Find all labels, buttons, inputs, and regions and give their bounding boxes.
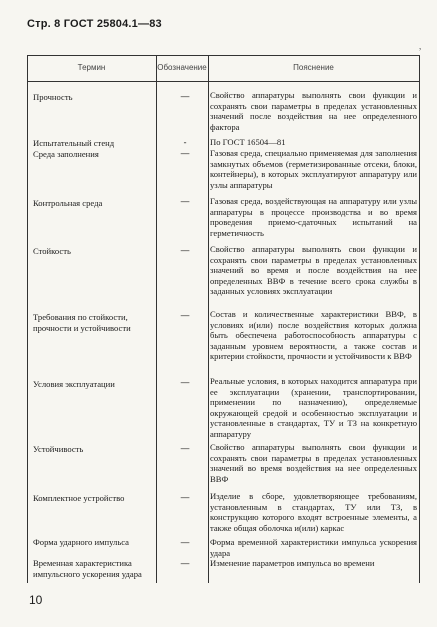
term-cell: Стойкость [33, 246, 71, 256]
term-cell: Комплектное устройство [33, 493, 125, 503]
symbol-cell: — [180, 196, 190, 206]
symbol-cell: — [180, 148, 190, 158]
description-cell: Реальные условия, в которых находится аппаратура при ее эксплуатации (хранении, транспортировании, применении по назначению), определяемые окружающей средой и особенностью эксплуатации и установленные в стандартах, ТУ и ТЗ на конкретную аппаратуру [210, 376, 417, 439]
table-right-rule [419, 55, 420, 583]
edge-mark: , [419, 41, 422, 51]
header-description: Пояснение [293, 63, 334, 72]
description-cell: Газовая среда, специально применяемая для заполнения замкнутых объемов (герметизированные отсеки, блоки, контейнеры), в которых эксплуатируют аппаратуру или узлы аппаратуры [210, 148, 417, 190]
header-symbol: Обозначение [157, 63, 207, 72]
symbol-cell: - [183, 137, 187, 147]
description-cell: Газовая среда, воздействующая на аппаратуру или узлы аппаратуры в процессе производства и во время проведения приемо-сдаточных испытаний на герметичность [210, 196, 417, 238]
term-cell: Прочность [33, 92, 73, 102]
terms-table [27, 55, 420, 583]
term-cell: Испытательный стенд [33, 138, 115, 148]
column-divider-2 [208, 55, 209, 583]
symbol-cell: — [180, 310, 190, 320]
symbol-cell: — [180, 558, 190, 568]
description-cell: Свойство аппаратуры выполнять свои функции и сохранять свои параметры в пределах установленных значений во время и после воздействия на нее определенных ВВФ в течение всего срока службы в заданных условиях эксплуатации [210, 244, 417, 297]
symbol-cell: — [180, 443, 190, 453]
term-cell: Требования по стойкости, прочности и устойчивости [33, 312, 131, 333]
symbol-cell: — [180, 245, 190, 255]
term-cell: Контрольная среда [33, 198, 103, 208]
description-cell: По ГОСТ 16504—81 [210, 137, 286, 147]
column-divider-1 [156, 55, 157, 583]
table-header-rule [27, 81, 420, 82]
symbol-cell: — [180, 492, 190, 502]
symbol-cell: — [180, 537, 190, 547]
description-cell: Изделие в сборе, удовлетворяющее требованиям, установленным в стандартах, ТУ или ТЗ, в конструкцию которого входят встроенные элементы, а также общая оболочка и(или) каркас [210, 491, 417, 533]
page-number: 10 [29, 593, 43, 607]
term-cell: Устойчивость [33, 444, 84, 454]
symbol-cell: — [180, 377, 190, 387]
term-cell: Условия эксплуатации [33, 379, 115, 389]
header-term: Термин [77, 63, 106, 72]
description-cell: Свойство аппаратуры выполнять свои функции и сохранять свои параметры в пределах установленных значений после воздействия на нее определенного фактора [210, 90, 417, 132]
description-cell: Форма временной характеристики импульса ускорения удара [210, 537, 417, 558]
term-cell: Временная характеристика импульсного ускорения удара [33, 558, 142, 579]
description-cell: Изменение параметров импульса во времени [210, 558, 375, 568]
term-cell: Среда заполнения [33, 149, 99, 159]
description-cell: Свойство аппаратуры выполнять свои функции и сохранять свои параметры в пределах установленных значений во время воздействия на нее определенных ВВФ [210, 442, 417, 484]
page-header: Стр. 8 ГОСТ 25804.1—83 [27, 18, 162, 30]
description-cell: Состав и количественные характеристики ВВФ, в условиях и(или) после воздействия которых должна быть обеспечена работоспособность аппаратуры с заданным уровнем вероятности, а также состав и критерии стойкости, прочности и устойчивости к ВВФ [210, 309, 417, 362]
symbol-cell: — [180, 91, 190, 101]
table-left-rule [27, 55, 28, 583]
term-cell: Форма ударного импульса [33, 537, 129, 547]
